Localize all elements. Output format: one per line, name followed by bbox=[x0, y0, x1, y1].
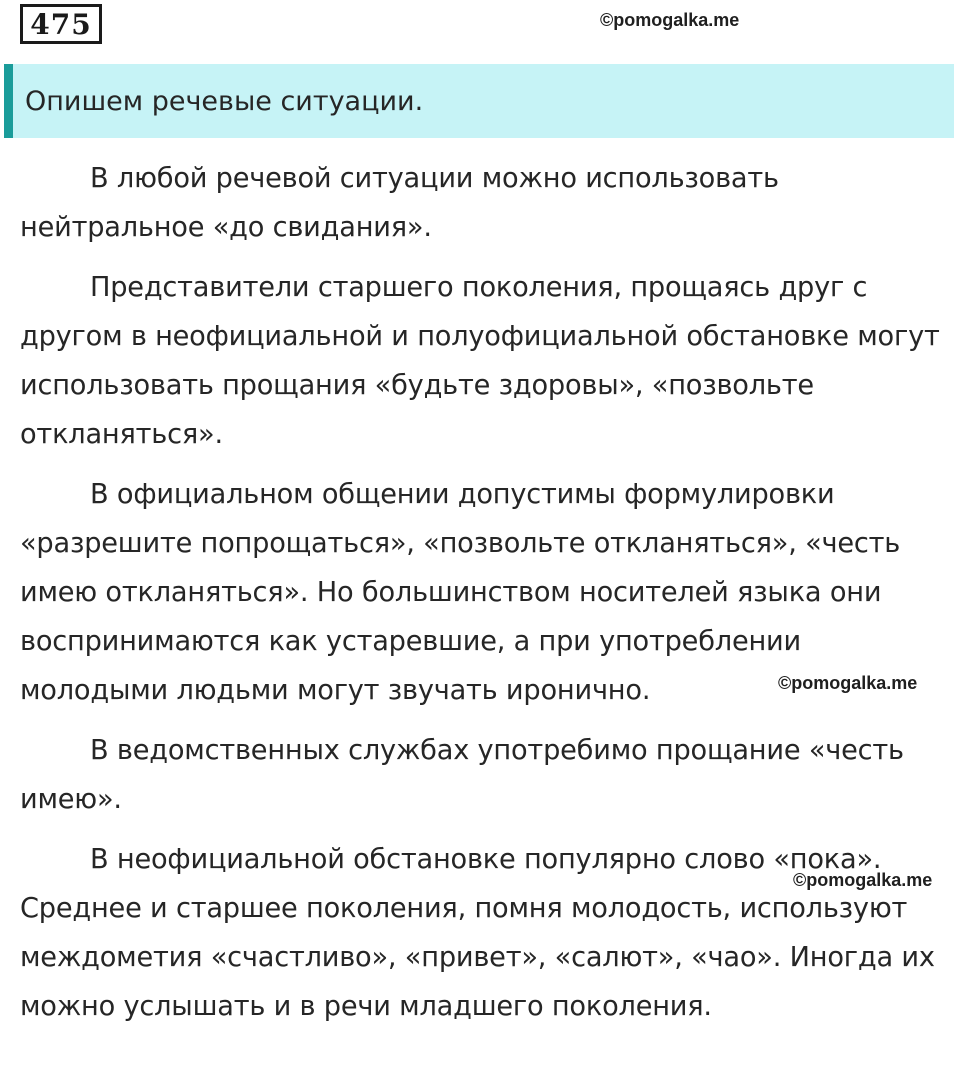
paragraph-official: В официальном общении допустимы формулировки «разрешите попрощаться», «позвольте откланяться», «честь имею откланяться». Но большинством носителей языка они воспринимаются как устаревшие, а при употреблении молодыми людьми могут звучать иронично. bbox=[20, 479, 901, 706]
paragraph-departmental: В ведомственных службах употребимо прощание «честь имею». bbox=[20, 735, 904, 815]
paragraph-older-generation: Представители старшего поколения, прощаясь друг с другом в неофициальной и полуофициальной обстановке могут использовать прощания «будьте здоровы», «позвольте откланяться». bbox=[20, 272, 940, 450]
paragraph-neutral: В любой речевой ситуации можно использовать нейтральное «до свидания». bbox=[20, 163, 779, 243]
task-heading: Опишем речевые ситуации. bbox=[25, 85, 424, 117]
watermark-middle: ©pomogalka.me bbox=[778, 673, 918, 693]
exercise-number: 475 bbox=[20, 4, 102, 44]
paragraph-informal: В неофициальной обстановке популярно слово «пока». Среднее и старшее поколения, помня молодость, используют междометия «счастливо», «привет», «салют», «чао». Иногда их можно услышать и в речи младшего поколения. bbox=[20, 844, 935, 1022]
watermark-lower: ©pomogalka.me bbox=[793, 870, 933, 890]
task-banner bbox=[4, 64, 954, 138]
watermark-top: ©pomogalka.me bbox=[600, 10, 740, 30]
answer-text bbox=[20, 154, 945, 1042]
